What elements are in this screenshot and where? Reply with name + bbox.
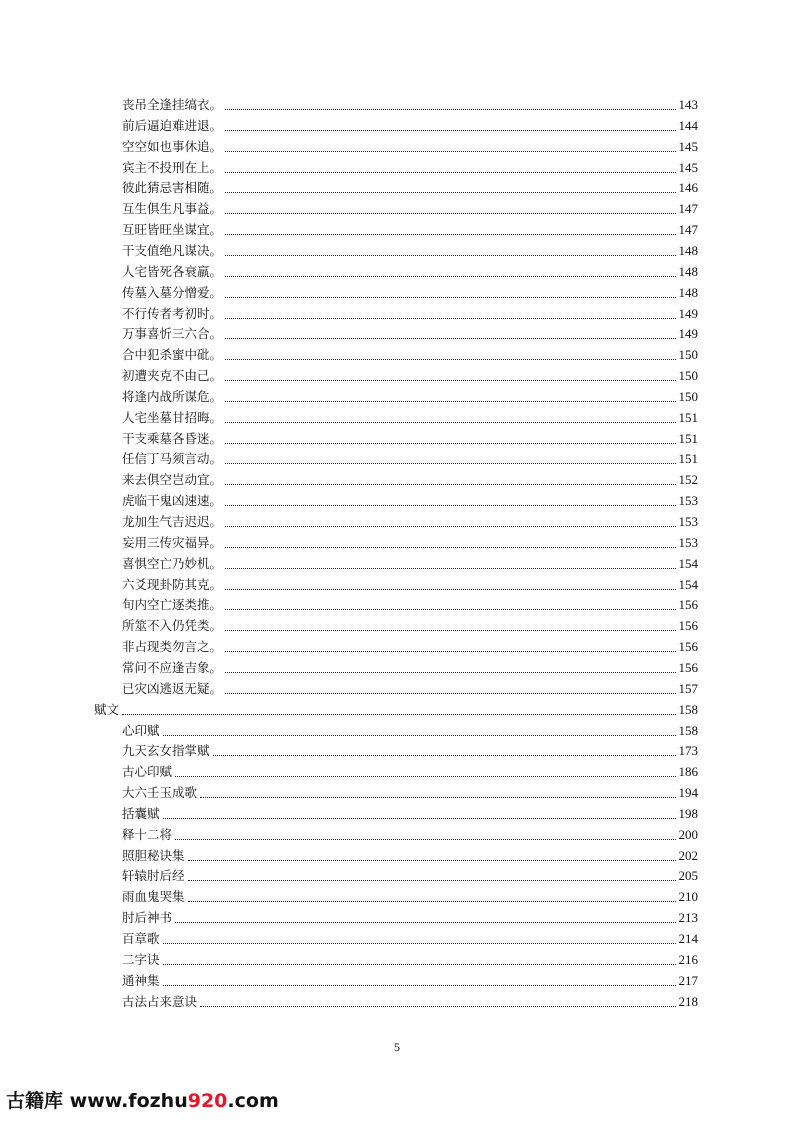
dot-leader bbox=[188, 859, 676, 861]
site-watermark bbox=[6, 1086, 279, 1113]
toc-entry-title: 空空如也事休追。 bbox=[122, 138, 223, 154]
toc-entry[interactable] bbox=[122, 741, 698, 761]
dot-leader bbox=[163, 963, 676, 965]
toc-entry[interactable] bbox=[94, 700, 698, 720]
toc-entry[interactable] bbox=[122, 178, 698, 198]
toc-entry-page: 153 bbox=[678, 514, 698, 529]
toc-entry-title: 任信丁马须言动。 bbox=[122, 451, 223, 467]
toc-entry[interactable] bbox=[122, 512, 698, 532]
dot-leader bbox=[163, 984, 676, 986]
toc-entry-title: 不行传者考初时。 bbox=[122, 305, 223, 321]
toc-entry[interactable] bbox=[122, 804, 698, 824]
toc-entry[interactable] bbox=[122, 241, 698, 261]
dot-leader bbox=[225, 233, 675, 235]
toc-entry[interactable] bbox=[122, 554, 698, 574]
toc-entry-title: 六爻现卦防其克。 bbox=[122, 576, 223, 592]
toc-entry-page: 153 bbox=[678, 534, 698, 550]
toc-entry[interactable] bbox=[122, 575, 698, 595]
dot-leader bbox=[225, 254, 675, 256]
toc-entry[interactable] bbox=[122, 408, 698, 428]
toc-entry-title: 妄用三传灾福异。 bbox=[122, 534, 223, 550]
toc-entry[interactable] bbox=[122, 137, 698, 157]
toc-entry[interactable] bbox=[122, 470, 698, 490]
dot-leader bbox=[175, 775, 675, 777]
dot-leader bbox=[225, 150, 675, 152]
toc-entry-title: 非占现类勿言之。 bbox=[122, 639, 223, 655]
dot-leader bbox=[163, 817, 676, 819]
dot-leader bbox=[163, 734, 676, 736]
toc-entry-page: 158 bbox=[678, 701, 698, 717]
toc-entry-page: 205 bbox=[678, 868, 698, 884]
page-number: 5 bbox=[394, 1040, 400, 1054]
toc-entry[interactable] bbox=[122, 283, 698, 303]
toc-entry-title: 心印赋 bbox=[122, 722, 160, 738]
toc-entry-title: 彼此猜忌害相随。 bbox=[122, 180, 223, 196]
toc-entry[interactable] bbox=[122, 366, 698, 386]
dot-leader bbox=[175, 921, 675, 923]
toc-entry[interactable] bbox=[122, 304, 698, 324]
toc-entry[interactable] bbox=[122, 262, 698, 282]
toc-entry-page: 148 bbox=[678, 284, 698, 300]
watermark-brand: 古籍库 bbox=[6, 1090, 64, 1112]
watermark-url-prefix: www.fozhu bbox=[69, 1090, 188, 1112]
toc-entry[interactable] bbox=[122, 324, 698, 344]
toc-entry[interactable] bbox=[122, 825, 698, 845]
dot-leader bbox=[163, 942, 676, 944]
toc-entry[interactable] bbox=[122, 783, 698, 803]
dot-leader bbox=[225, 171, 675, 173]
toc-entry-title: 二字诀 bbox=[122, 951, 160, 967]
toc-entry[interactable] bbox=[122, 929, 698, 949]
toc-entry[interactable] bbox=[122, 887, 698, 907]
toc-entry-page: 148 bbox=[678, 263, 698, 279]
toc-entry-page: 194 bbox=[678, 785, 698, 801]
toc-entry[interactable] bbox=[122, 950, 698, 970]
toc-entry-page: 154 bbox=[678, 576, 698, 592]
dot-leader bbox=[225, 129, 675, 131]
dot-leader bbox=[225, 588, 675, 590]
dot-leader bbox=[188, 879, 676, 881]
toc-entry[interactable] bbox=[122, 679, 698, 699]
toc-entry-page: 156 bbox=[678, 639, 698, 655]
dot-leader bbox=[225, 421, 675, 423]
dot-leader bbox=[175, 838, 675, 840]
toc-entry-title: 所筮不入仍凭类。 bbox=[122, 618, 223, 634]
toc-entry[interactable] bbox=[122, 199, 698, 219]
toc-entry-title: 人宅皆死各衰羸。 bbox=[122, 263, 223, 279]
dot-leader bbox=[225, 504, 675, 506]
dot-leader bbox=[225, 546, 675, 548]
toc-entry[interactable] bbox=[122, 116, 698, 136]
toc-entry-title: 万事喜忻三六合。 bbox=[122, 326, 223, 342]
toc-entry[interactable] bbox=[122, 220, 698, 240]
toc-entry-page: 150 bbox=[678, 368, 698, 384]
toc-entry-title: 常问不应逢吉象。 bbox=[122, 659, 223, 675]
toc-entry-title: 赋文 bbox=[94, 701, 120, 717]
toc-entry-page: 151 bbox=[678, 409, 698, 425]
toc-entry-page: 214 bbox=[678, 931, 698, 946]
toc-entry[interactable] bbox=[122, 992, 698, 1012]
toc-entry-title: 释十二将 bbox=[122, 826, 173, 842]
dot-leader bbox=[225, 400, 675, 402]
watermark-url-suffix: .com bbox=[227, 1090, 279, 1112]
toc-entry-title: 宾主不投刑在上。 bbox=[122, 159, 223, 175]
toc-entry-page: 151 bbox=[678, 451, 698, 467]
toc-entry-page: 158 bbox=[678, 722, 698, 738]
dot-leader bbox=[200, 796, 675, 798]
toc-entry-page: 198 bbox=[678, 805, 698, 821]
toc-entry-title: 括囊赋 bbox=[122, 805, 160, 821]
toc-entry-title: 干支乘墓各昏迷。 bbox=[122, 430, 223, 446]
toc-entry[interactable] bbox=[122, 595, 698, 615]
toc-entry[interactable] bbox=[122, 95, 698, 115]
dot-leader bbox=[225, 296, 675, 298]
toc-entry-title: 古心印赋 bbox=[122, 764, 173, 780]
toc-entry-page: 150 bbox=[678, 347, 698, 363]
toc-entry-page: 149 bbox=[678, 326, 698, 342]
toc-entry-title: 九天玄女指掌赋 bbox=[122, 743, 210, 759]
dot-leader bbox=[213, 754, 676, 756]
dot-leader bbox=[225, 567, 675, 569]
dot-leader bbox=[200, 1005, 675, 1007]
toc-entry[interactable] bbox=[122, 429, 698, 449]
toc-entry[interactable] bbox=[122, 971, 698, 991]
toc-entry-page: 216 bbox=[678, 951, 698, 967]
dot-leader bbox=[225, 462, 675, 464]
dot-leader bbox=[225, 212, 675, 214]
toc-entry-title: 百章歌 bbox=[122, 931, 160, 946]
toc-entry-title: 古法占来意诀 bbox=[122, 993, 198, 1009]
toc-entry-title: 初遭夹克不由己。 bbox=[122, 368, 223, 384]
toc-entry[interactable] bbox=[122, 158, 698, 178]
dot-leader bbox=[225, 108, 675, 110]
dot-leader bbox=[225, 692, 675, 694]
toc-entry[interactable] bbox=[122, 866, 698, 886]
toc-entry-title: 丧吊全逢挂缟衣。 bbox=[122, 97, 223, 112]
toc-entry-title: 喜惧空亡乃妙机。 bbox=[122, 555, 223, 571]
toc-entry[interactable] bbox=[122, 345, 698, 365]
toc-entry-page: 150 bbox=[678, 388, 698, 404]
toc-entry-title: 照胆秘诀集 bbox=[122, 847, 185, 863]
toc-entry-page: 157 bbox=[678, 680, 698, 696]
toc-entry-title: 来去俱空岂动宜。 bbox=[122, 472, 223, 488]
toc-entry[interactable] bbox=[122, 616, 698, 636]
dot-leader bbox=[225, 358, 675, 360]
toc-entry-page: 156 bbox=[678, 618, 698, 634]
toc-entry-title: 通神集 bbox=[122, 972, 160, 988]
toc-entry-title: 合中犯杀蜜中砒。 bbox=[122, 347, 223, 363]
toc-entry[interactable] bbox=[122, 387, 698, 407]
toc-entry-title: 互生俱生凡事益。 bbox=[122, 201, 223, 217]
toc-entry-page: 144 bbox=[678, 117, 698, 133]
toc-entry-title: 虎临干鬼凶速速。 bbox=[122, 493, 223, 509]
toc-entry[interactable] bbox=[122, 491, 698, 511]
toc-entry[interactable] bbox=[122, 449, 698, 469]
toc-entry-title: 旬内空亡逐类推。 bbox=[122, 597, 223, 613]
toc-entry-page: 148 bbox=[678, 242, 698, 258]
toc-entry-page: 147 bbox=[678, 201, 698, 217]
toc-entry-page: 152 bbox=[678, 472, 698, 488]
dot-leader bbox=[225, 191, 675, 193]
toc-entry[interactable] bbox=[122, 533, 698, 553]
toc-entry-title: 大六壬玉成歌 bbox=[122, 785, 198, 801]
dot-leader bbox=[225, 525, 675, 527]
toc-entry[interactable] bbox=[122, 762, 698, 782]
toc-entry[interactable] bbox=[122, 721, 698, 741]
toc-entry-page: 149 bbox=[678, 305, 698, 321]
dot-leader bbox=[188, 900, 676, 902]
toc-entry-title: 将逢内战所谋危。 bbox=[122, 388, 223, 404]
dot-leader bbox=[225, 629, 675, 631]
toc-entry-page: 173 bbox=[678, 743, 698, 759]
dot-leader bbox=[225, 483, 675, 485]
toc-entry-title: 人宅坐墓甘招晦。 bbox=[122, 409, 223, 425]
toc-entry-page: 217 bbox=[678, 972, 698, 988]
toc-entry-page: 202 bbox=[678, 847, 698, 863]
toc-entry-page: 153 bbox=[678, 493, 698, 509]
toc-entry-title: 前后逼迫难进退。 bbox=[122, 117, 223, 133]
toc-entry-page: 146 bbox=[678, 180, 698, 196]
dot-leader bbox=[225, 671, 675, 673]
toc-entry-page: 200 bbox=[678, 826, 698, 842]
toc-entry-title: 干支值绝凡谋决。 bbox=[122, 242, 223, 258]
toc-entry-page: 156 bbox=[678, 597, 698, 613]
toc-entry-title: 传墓入墓分憎爱。 bbox=[122, 284, 223, 300]
toc-entry-page: 145 bbox=[678, 138, 698, 154]
toc-entry-title: 已灾凶逃返无疑。 bbox=[122, 680, 223, 696]
dot-leader bbox=[225, 317, 675, 319]
toc-entry-title: 互旺皆旺坐谋宜。 bbox=[122, 222, 223, 238]
toc-entry-page: 143 bbox=[678, 97, 698, 112]
toc-entry-page: 218 bbox=[678, 993, 698, 1009]
dot-leader bbox=[225, 379, 675, 381]
toc-entry-page: 151 bbox=[678, 430, 698, 446]
toc-entry-page: 156 bbox=[678, 659, 698, 675]
toc-entry-page: 145 bbox=[678, 159, 698, 175]
toc-entry-title: 雨血鬼哭集 bbox=[122, 889, 185, 905]
toc-entry-page: 147 bbox=[678, 222, 698, 238]
toc-entry-title: 肘后神书 bbox=[122, 910, 173, 926]
toc-entry-title: 龙加生气吉迟迟。 bbox=[122, 514, 223, 529]
toc-entry[interactable] bbox=[122, 908, 698, 928]
toc-entry-page: 213 bbox=[678, 910, 698, 926]
watermark-url-number: 920 bbox=[187, 1090, 228, 1112]
dot-leader bbox=[225, 442, 675, 444]
dot-leader bbox=[225, 650, 675, 652]
toc-entry-title: 轩辕肘后经 bbox=[122, 868, 185, 884]
dot-leader bbox=[225, 275, 675, 277]
toc-entry-page: 210 bbox=[678, 889, 698, 905]
toc-entry[interactable] bbox=[122, 658, 698, 678]
toc-entry[interactable] bbox=[122, 637, 698, 657]
toc-entry-page: 154 bbox=[678, 555, 698, 571]
toc-entry-page: 186 bbox=[678, 764, 698, 780]
dot-leader bbox=[225, 608, 675, 610]
dot-leader bbox=[225, 337, 675, 339]
dot-leader bbox=[122, 713, 675, 715]
toc-entry[interactable] bbox=[122, 846, 698, 866]
